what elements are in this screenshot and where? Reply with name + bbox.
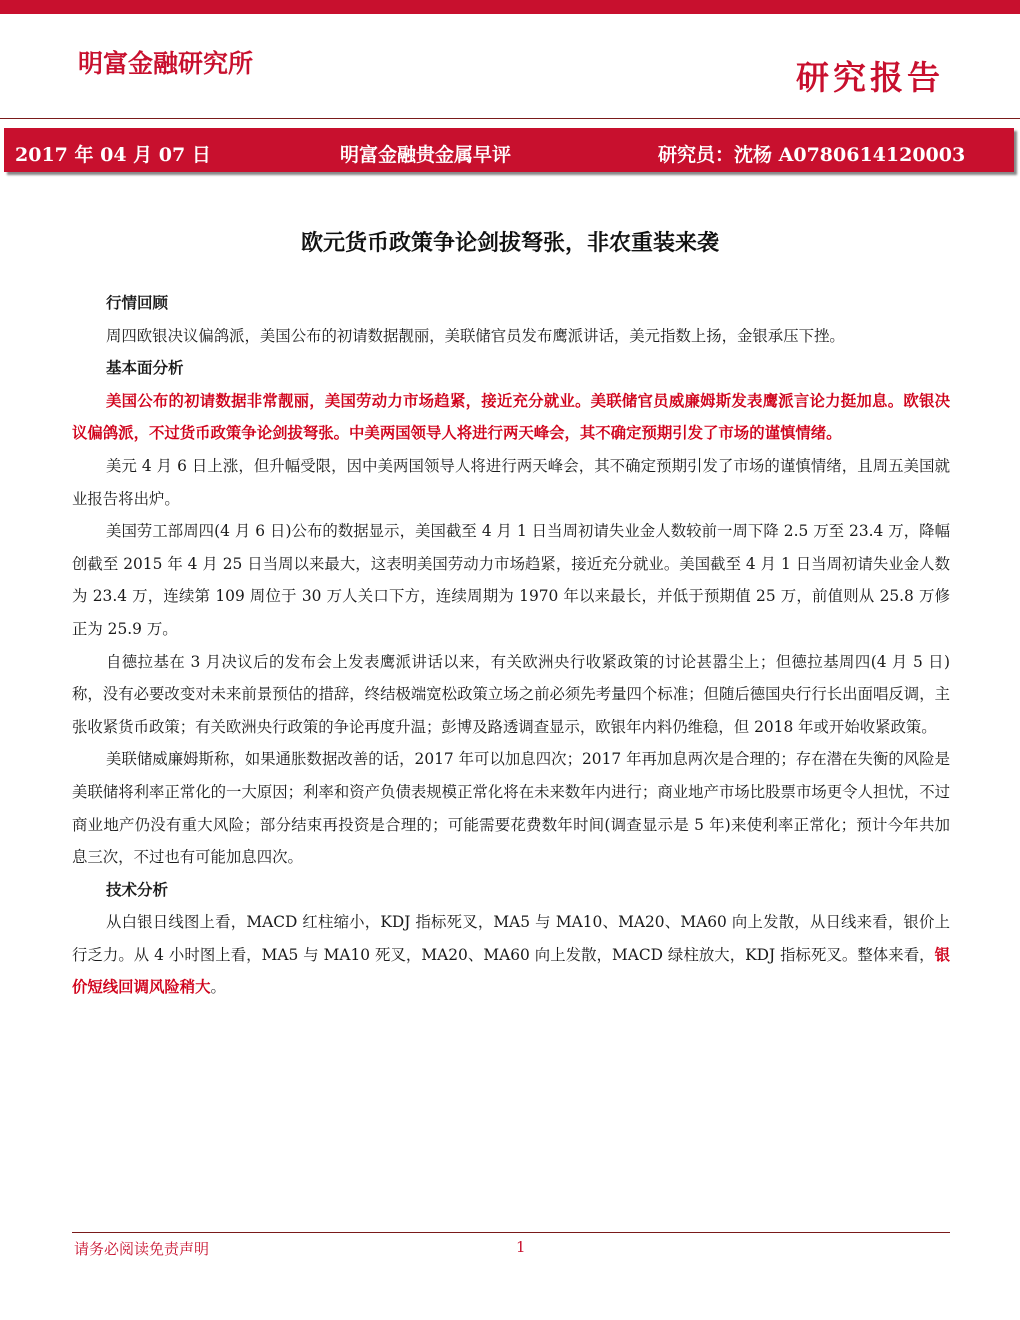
page-number: 1 xyxy=(516,1238,526,1256)
disclaimer-notice: 请务必阅读免责声明 xyxy=(74,1240,210,1258)
report-type-label: 研究报告 xyxy=(796,58,944,97)
footer-divider xyxy=(72,1232,950,1233)
paragraph-dollar: 美元 4 月 6 日上涨，但升幅受限，因中美两国领导人将进行两天峰会，其不确定预期引发了市场的谨慎情绪，且周五美国就业报告将出炉。 xyxy=(72,456,950,508)
review-heading: 行情回顾 xyxy=(106,294,169,312)
paragraph-ecb: 自德拉基在 3 月决议后的发布会上发表鹰派讲话以来，有关欧洲央行收紧政策的讨论甚嚣尘上；但德拉基周四(4 月 5 日)称，没有必要改变对未来前景预估的措辞，终结极端宽松政策立场之前必须先考量四个标准；但随后德国央行行长出面唱反调，主张收紧货币政策；有关欧洲央行政策的争论再度升温；彭博及路透调查显示，欧银年内料仍维稳，但 2018 年或开始收紧政策。 xyxy=(72,652,950,736)
paragraph-fed-williams: 美联储威廉姆斯称，如果通胀数据改善的话，2017 年可以加息四次；2017 年再加息两次是合理的；存在潜在失衡的风险是美联储将利率正常化的一大原因；利率和资产负债表规模正常化将在未来数年内进行；商业地产市场比股票市场更令人担忧，不过商业地产仍没有重大风险；部分结束再投资是合理的；可能需要花费数年时间(调查显示是 5 年)来使利率正常化；预计今年共加息三次，不过也有可能加息四次。 xyxy=(72,750,950,867)
technical-paragraph xyxy=(72,906,950,1004)
document-title: 欧元货币政策争论剑拔弩张，非农重装来袭 xyxy=(300,231,719,256)
technical-highlight: 银价短线回调风险稍大 xyxy=(72,945,950,997)
technical-heading: 技术分析 xyxy=(106,880,169,899)
report-series-title: 明富金融贵金属早评 xyxy=(340,144,512,166)
fundamental-highlight: 美国公布的初请数据非常靓丽，美国劳动力市场趋紧，接近充分就业。美联储官员威廉姆斯发表鹰派言论力挺加息。欧银决议偏鸽派，不过货币政策争论剑拔弩张。中美两国领导人将进行两天峰会，其不确定预期引发了市场的谨慎情绪。 xyxy=(72,391,950,443)
review-paragraph: 周四欧银决议偏鸽派，美国公布的初请数据靓丽，美联储官员发布鹰派讲话，美元指数上扬，金银承压下挫。 xyxy=(106,326,845,345)
analyst-info: 研究员：沈杨 A0780614120003 xyxy=(658,144,966,166)
company-logo: 明富金融研究所 xyxy=(78,49,254,78)
fundamental-heading: 基本面分析 xyxy=(106,359,184,378)
technical-text: 从白银日线图上看，MACD 红柱缩小，KDJ 指标死叉，MA5 与 MA10、MA20、MA60 向上发散，从日线来看，银价上行乏力。从 4 小时图上看，MA5 与 MA10 死叉，MA20、MA60 向上发散，MACD 绿柱放大，KDJ 指标死叉。整体来看， xyxy=(72,913,950,964)
report-body xyxy=(72,287,950,1004)
report-info-band xyxy=(4,128,1014,172)
header-divider xyxy=(0,118,1020,119)
report-date: 2017 年 04 月 07 日 xyxy=(15,144,211,166)
top-accent-bar xyxy=(0,0,1020,14)
paragraph-jobless-claims: 美国劳工部周四(4 月 6 日)公布的数据显示，美国截至 4 月 1 日当周初请失业金人数较前一周下降 2.5 万至 23.4 万，降幅创截至 2015 年 4 月 25 日当周以来最大，这表明美国劳动力市场趋紧，接近充分就业。美国截至 4 月 1 日当周初请失业金人数为 23.4 万，连续第 109 周位于 30 万人关口下方，连续周期为 1970 年以来最长，并低于预期值 25 万，前值则从 25.8 万修正为 25.9 万。 xyxy=(72,522,950,638)
technical-end: 。 xyxy=(210,978,226,997)
